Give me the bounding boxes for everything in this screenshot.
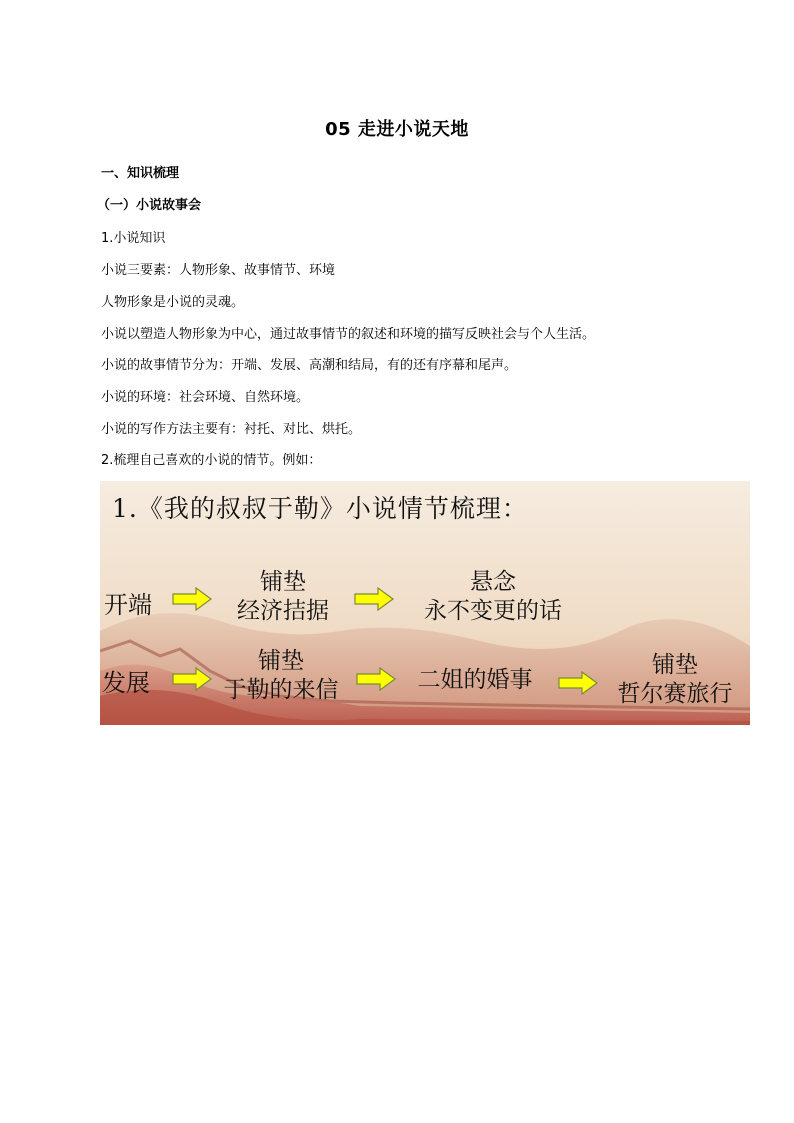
plot-node: [400, 568, 586, 626]
paragraph: 小说以塑造人物形象为中心，通过故事情节的叙述和环境的描写反映社会与个人生活。: [101, 327, 596, 342]
right-arrow-icon: [172, 587, 212, 611]
subsection-heading: （一）小说故事会: [97, 198, 202, 213]
paragraph: 小说三要素：人物形象、故事情节、环境: [101, 263, 336, 278]
right-arrow-icon: [354, 587, 394, 611]
paragraph: 小说的环境：社会环境、自然环境。: [101, 390, 310, 405]
stage-label-beginning: 开端: [104, 591, 152, 619]
plot-node: [218, 568, 348, 626]
figure-title: 1.《我的叔叔于勒》小说情节梳理：: [112, 494, 528, 523]
node-label: 于勒的来信: [223, 677, 339, 703]
stage-label-development: 发展: [102, 669, 150, 697]
node-label: 哲尔赛旅行: [617, 681, 733, 707]
node-label: 悬念: [470, 569, 516, 595]
node-label: 经济拮据: [237, 598, 329, 624]
node-label: 铺垫: [260, 569, 306, 595]
plot-node: [604, 651, 746, 709]
plot-node: [400, 666, 550, 695]
node-label: 铺垫: [258, 648, 304, 674]
right-arrow-icon: [356, 667, 396, 691]
node-label: 二姐的婚事: [417, 667, 533, 693]
node-label: 铺垫: [652, 652, 698, 678]
node-label: 永不变更的话: [424, 598, 562, 624]
page-title: 05 走进小说天地: [325, 119, 469, 140]
item2-heading: 2.梳理自己喜欢的小说的情节。例如：: [101, 453, 322, 468]
item1-heading: 1.小说知识: [101, 231, 166, 246]
paragraph: 人物形象是小说的灵魂。: [101, 295, 245, 310]
plot-node: [210, 647, 352, 705]
paragraph: 小说的故事情节分为：开端、发展、高潮和结局，有的还有序幕和尾声。: [101, 358, 518, 373]
right-arrow-icon: [172, 667, 212, 691]
paragraph: 小说的写作方法主要有：衬托、对比、烘托。: [101, 422, 362, 437]
section-heading: 一、知识梳理: [101, 166, 180, 181]
plot-summary-figure: [100, 481, 750, 725]
right-arrow-icon: [558, 671, 598, 695]
